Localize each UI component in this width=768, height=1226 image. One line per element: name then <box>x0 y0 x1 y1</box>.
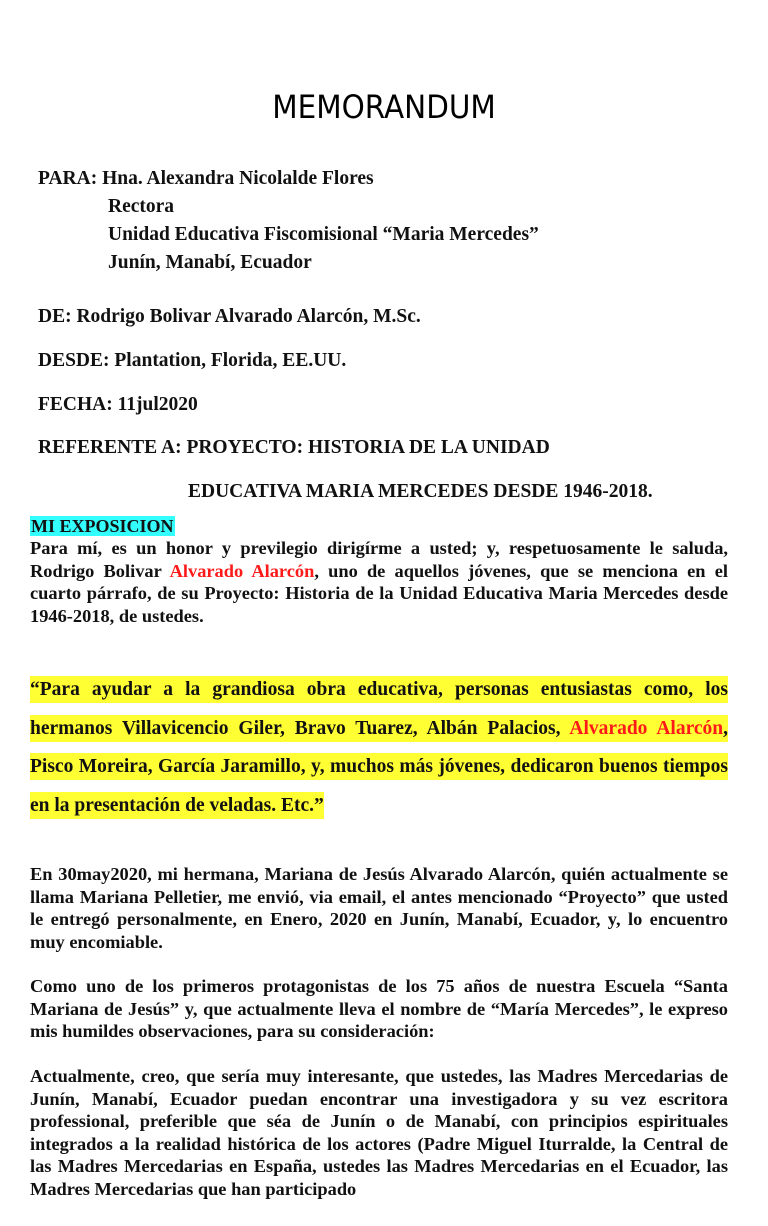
para-label: PARA: <box>38 168 98 189</box>
para-location: Junín, Manabí, Ecuador <box>108 252 312 273</box>
quote-text-1: “Para ayudar a la grandiosa obra educativa, personas entusiastas como, los hermanos Villavicencio Giler, Bravo Tuarez, Albán Palacios, <box>30 676 728 742</box>
para-institution: Unidad Educativa Fiscomisional “Maria Mercedes” <box>108 224 539 245</box>
section-title-mi-exposicion: MI EXPOSICION <box>31 516 174 536</box>
de-line: DE: Rodrigo Bolivar Alvarado Alarcón, M.Sc. <box>38 306 421 327</box>
quote-paragraph <box>30 671 728 825</box>
intro-text-2: , uno de aquellos jóvenes, que se menciona en el cuarto párrafo, de su Proyecto: Historia de la Unidad Educativa Maria Mercedes desde 1946-2018, de ustedes. <box>30 560 728 626</box>
intro-paragraph <box>30 537 728 627</box>
para-name: Hna. Alexandra Nicolalde Flores <box>102 168 374 189</box>
memo-title: MEMORANDUM <box>272 88 496 126</box>
referente-line-1: REFERENTE A: PROYECTO: HISTORIA DE LA UNIDAD <box>38 437 550 458</box>
intro-highlight-name: Alvarado Alarcón <box>169 560 315 581</box>
fecha-line: FECHA: 11jul2020 <box>38 394 198 415</box>
para-line <box>38 168 374 190</box>
paragraph-1: En 30may2020, mi hermana, Mariana de Jesús Alvarado Alarcón, quién actualmente se llama Mariana Pelletier, me envió, via email, el antes mencionado “Proyecto” que usted le entregó personalmente, en Enero, 2020 en Junín, Manabí, Ecuador, y, lo encuentro muy encomiable. <box>30 864 728 952</box>
paragraph-2: Como uno de los primeros protagonistas de los 75 años de nuestra Escuela “Santa Mariana de Jesús” y, que actualmente lleva el nombre de “María Mercedes”, le expreso mis humildes observaciones, para su consideración: <box>30 976 728 1041</box>
quote-text-2: , Pisco Moreira, García Jaramillo, y, muchos más jóvenes, dedicaron buenos tiempos en la presentación de veladas. Etc.” <box>30 715 728 819</box>
paragraph-3: Actualmente, creo, que sería muy interesante, que ustedes, las Madres Mercedarias de Junín, Manabí, Ecuador puedan encontrar una investigadora y su vez escritora professional, preferible que séa de Junín o de Manabí, con principios espirituales integrados a la realidad histórica de los actores (Padre Miguel Iturralde, la Central de las Madres Mercedarias en España, ustedes las Madres Mercedarias en el Ecuador, las Madres Mercedarias que han participado <box>30 1066 728 1199</box>
para-role: Rectora <box>108 196 175 217</box>
referente-line-2: EDUCATIVA MARIA MERCEDES DESDE 1946-2018. <box>188 481 653 502</box>
quote-highlight-name: Alvarado Alarcón <box>569 715 723 742</box>
desde-line: DESDE: Plantation, Florida, EE.UU. <box>38 350 347 371</box>
intro-text-1: Para mí, es un honor y previlegio dirigírme a usted; y, respetuosamente le saluda, Rodrigo Bolivar <box>30 538 728 581</box>
